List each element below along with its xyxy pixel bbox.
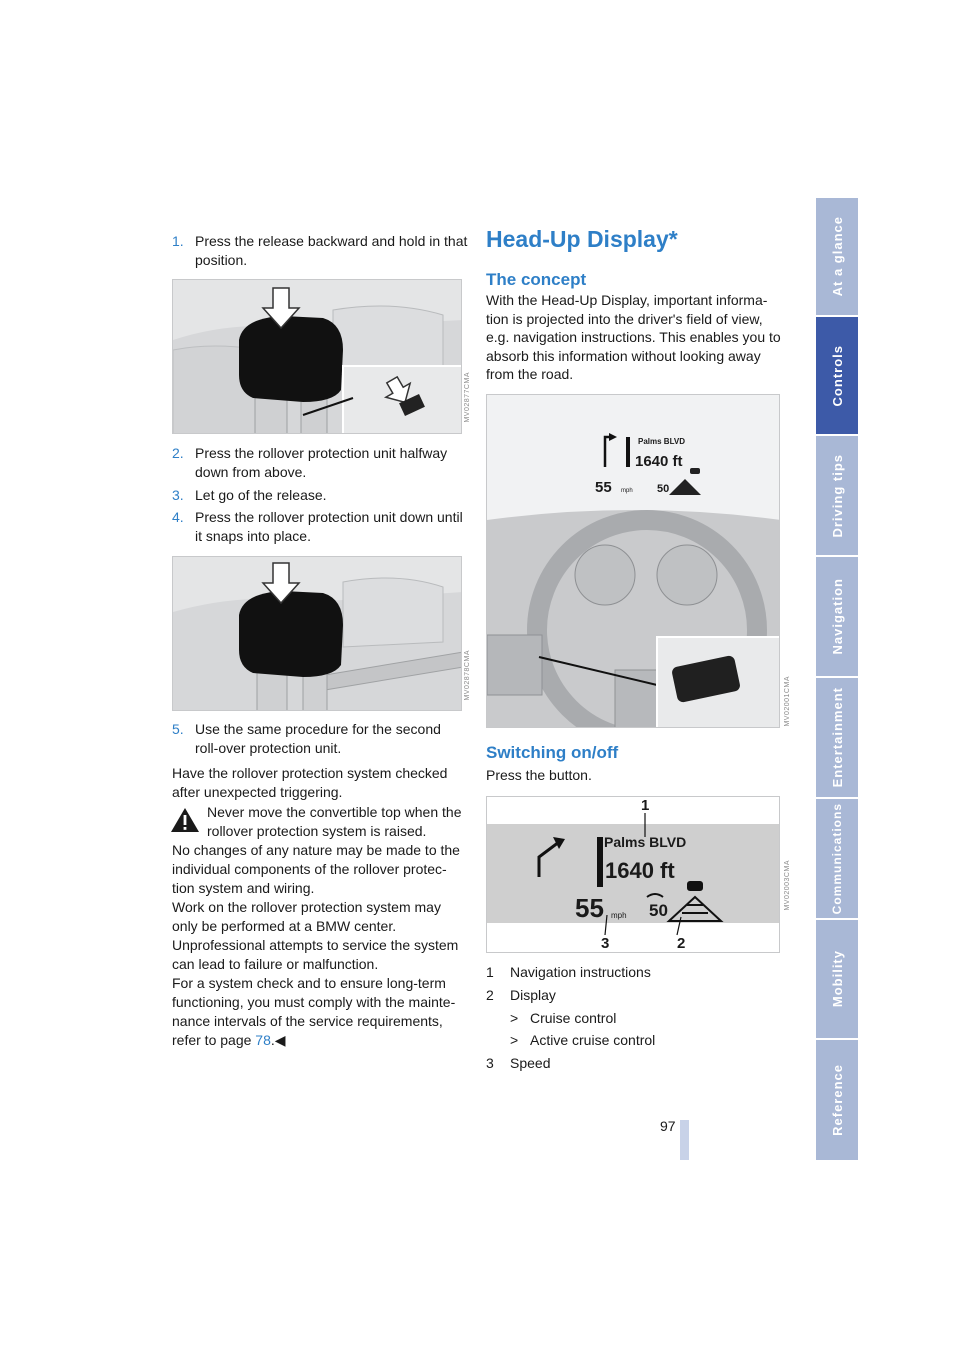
step-text: Use the same procedure for the second roll-over protection unit. (195, 721, 441, 756)
legend-text: Navigation instructions (510, 964, 651, 980)
tab-at-a-glance[interactable] (816, 198, 858, 315)
warning-changes: No changes of any nature may be made to the individual components of the rollover protec-tion system and wiring. (172, 842, 460, 896)
bullet: > (510, 1010, 519, 1026)
hud-distance: 1640 ft (635, 453, 683, 470)
head-up-display-figure (486, 394, 780, 728)
legend-number: 3 (486, 1055, 494, 1071)
step-1 (172, 232, 468, 270)
hud-display-detail-figure (486, 796, 780, 953)
rollover-press-figure (172, 556, 462, 711)
legend-subitem (510, 1031, 655, 1050)
hud-speed-unit: mph (621, 488, 633, 494)
step-number: 2. (172, 445, 184, 461)
legend-subitem (510, 1009, 616, 1028)
step-3 (172, 486, 468, 505)
legend-text: Cruise control (530, 1010, 617, 1026)
figure-code: MV02001CMA (784, 676, 791, 727)
legend-number: 1 (486, 964, 494, 980)
step-text: Press the release backward and hold in that position. (195, 233, 468, 268)
concept-paragraph: With the Head-Up Display, important informa-tion is projected into the driver's field of view, e.g. navigation instructions. This enables you to absorb this information without looking away from the road. (486, 292, 781, 382)
callout-1: 1 (641, 797, 650, 814)
tab-entertainment[interactable] (816, 678, 858, 797)
page-title: Head-Up Display* (486, 226, 678, 252)
rollover-press-illustration (173, 557, 462, 711)
figure-code: MV02878CMA (464, 650, 471, 701)
page-link[interactable]: 78 (255, 1032, 271, 1048)
step-text: Let go of the release. (195, 487, 327, 503)
legend-text: Display (510, 987, 556, 1003)
switch-paragraph: Press the button. (486, 767, 592, 783)
tab-label: Entertainment (829, 687, 845, 788)
hud-cruise-speed: 50 (649, 901, 668, 920)
tab-label: Navigation (829, 578, 845, 655)
hud-distance: 1640 ft (605, 858, 675, 883)
step-5 (172, 720, 468, 758)
legend-item-1 (486, 963, 651, 982)
step-number: 3. (172, 487, 184, 503)
step-text: Press the rollover protection unit halfway down from above. (195, 445, 448, 480)
tab-mobility[interactable] (816, 920, 858, 1038)
concept-heading: The concept (486, 270, 587, 289)
rollover-release-illustration (173, 280, 462, 434)
tab-navigation[interactable] (816, 557, 858, 676)
tab-label: Controls (829, 344, 845, 407)
page-number-bar (680, 1120, 689, 1160)
tab-label: Mobility (829, 950, 845, 1008)
cockpit-illustration (487, 395, 780, 728)
step-4 (172, 508, 468, 546)
tab-label: Communications (830, 802, 844, 915)
tab-label: Driving tips (829, 453, 845, 538)
warning-icon (170, 806, 200, 834)
legend-item-3 (486, 1054, 550, 1073)
figure-code: MV02877CMA (464, 372, 471, 423)
hud-cruise-speed: 50 (657, 483, 670, 495)
step-text: Press the rollover protection unit down until it snaps into place. (195, 509, 463, 544)
warning-work: Work on the rollover protection system may only be performed at a BMW center. (172, 899, 441, 934)
warning-check (172, 974, 468, 1050)
warning-first-line: Never move the convertible top when the rollover protection system is raised. (207, 804, 462, 839)
tab-controls[interactable] (816, 317, 858, 434)
hud-street-name: Palms BLVD (638, 437, 685, 446)
page-number: 97 (660, 1118, 676, 1134)
hud-speed: 55 (575, 893, 604, 923)
tab-label: Reference (829, 1064, 845, 1136)
tab-communications[interactable] (816, 799, 858, 918)
legend-number: 2 (486, 987, 494, 1003)
hud-street-name: Palms BLVD (604, 834, 687, 850)
legend-item-2 (486, 986, 556, 1005)
legend-text: Active cruise control (530, 1032, 656, 1048)
tab-reference[interactable] (816, 1040, 858, 1160)
check-paragraph: Have the rollover protection system checked after unexpected triggering. (172, 765, 448, 800)
bullet: > (510, 1032, 519, 1048)
tab-driving-tips[interactable] (816, 436, 858, 555)
callout-3: 3 (601, 935, 610, 952)
step-2 (172, 444, 468, 482)
switch-heading: Switching on/off (486, 743, 619, 762)
end-mark: .◀ (270, 1032, 286, 1048)
callout-2: 2 (677, 935, 686, 952)
hud-speed-unit: mph (611, 911, 627, 920)
step-number: 4. (172, 509, 184, 525)
warning-check-text: For a system check and to ensure long-term functioning, you must comply with the mainte-nance intervals of the service requirements, refer to page (172, 975, 456, 1048)
tab-label: At a glance (829, 216, 845, 297)
figure-code: MV02003CMA (784, 860, 791, 911)
legend-text: Speed (510, 1055, 551, 1071)
step-number: 5. (172, 721, 184, 737)
warning-unprofessional: Unprofessional attempts to service the system can lead to failure or malfunction. (172, 937, 459, 972)
hud-speed: 55 (595, 479, 612, 496)
rollover-release-figure (172, 279, 462, 434)
step-number: 1. (172, 233, 184, 249)
